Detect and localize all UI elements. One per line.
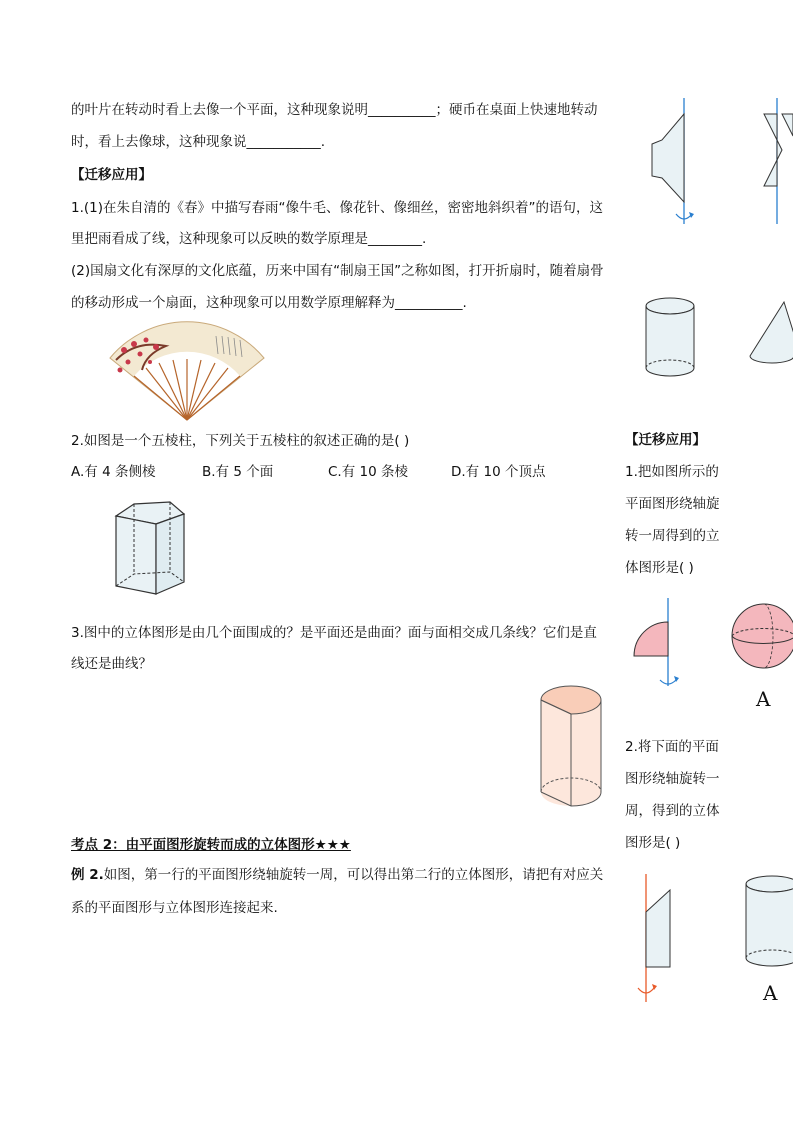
option-b: B.有 5 个面 <box>202 464 274 480</box>
option-a-caption: A <box>756 687 771 711</box>
question-3-line: 3.图中的立体图形是由几个面围成的？是平面还是曲面？面与面相交成几条线？它们是直 <box>71 625 597 641</box>
question-1-line: 里把雨看成了线，这种现象可以反映的数学原理是________. <box>71 231 427 247</box>
rotation-shapes-figure <box>640 96 793 228</box>
example-2-label: 例 2. <box>71 867 104 883</box>
semicircle-sphere-figure <box>630 596 793 688</box>
text-line: 的叶片在转动时看上去像一个平面，这种现象说明__________；硬币在桌面上快速地转动 <box>71 102 598 118</box>
side-question-1-line: 转一周得到的立 <box>625 528 720 544</box>
pentagonal-prism-figure <box>108 494 190 598</box>
text-line: 时，看上去像球，这种现象说___________. <box>71 134 326 150</box>
side-question-1-line: 1.把如图所示的 <box>625 464 719 480</box>
side-question-1-line: 体图形是( ) <box>625 560 694 576</box>
option-a-caption: A <box>763 981 778 1005</box>
question-1-line: 1.(1)在朱自清的《春》中描写春雨“像牛毛、像花针、像细丝，密密地斜织着”的语句，这 <box>71 200 603 216</box>
question-1-line: (2)国扇文化有深厚的文化底蕴，历来中国有“制扇王国”之称如图，打开折扇时，随着扇骨 <box>71 263 604 279</box>
option-c: C.有 10 条棱 <box>328 464 408 480</box>
key-point-2-heading: 考点 2：由平面图形旋转而成的立体图形★★★ <box>71 837 351 853</box>
option-a: A.有 4 条侧棱 <box>71 464 156 480</box>
section-heading: 【迁移应用】 <box>71 167 152 183</box>
example-2-line: 系的平面图形与立体图形连接起来. <box>71 900 278 916</box>
side-heading: 【迁移应用】 <box>625 432 706 448</box>
example-2-line <box>71 866 603 884</box>
folding-fan-image <box>106 320 268 422</box>
cylinder-cone-figure <box>644 294 793 384</box>
example-2-text: 如图，第一行的平面图形绕轴旋转一周，可以得出第二行的立体图形，请把有对应关 <box>103 867 604 883</box>
half-cylinder-figure <box>535 684 605 814</box>
side-question-2-line: 图形是( ) <box>625 835 681 851</box>
side-question-2-line: 2.将下面的平面 <box>625 739 719 755</box>
question-3-line: 线还是曲线？ <box>71 656 152 672</box>
side-question-2-line: 周，得到的立体 <box>625 803 720 819</box>
question-2: 2.如图是一个五棱柱，下列关于五棱柱的叙述正确的是( ) <box>71 433 410 449</box>
side-question-2-line: 图形绕轴旋转一 <box>625 771 720 787</box>
option-d: D.有 10 个顶点 <box>451 464 546 480</box>
question-1-line: 的移动形成一个扇面，这种现象可以用数学原理解释为__________. <box>71 295 467 311</box>
side-question-1-line: 平面图形绕轴旋 <box>625 496 720 512</box>
